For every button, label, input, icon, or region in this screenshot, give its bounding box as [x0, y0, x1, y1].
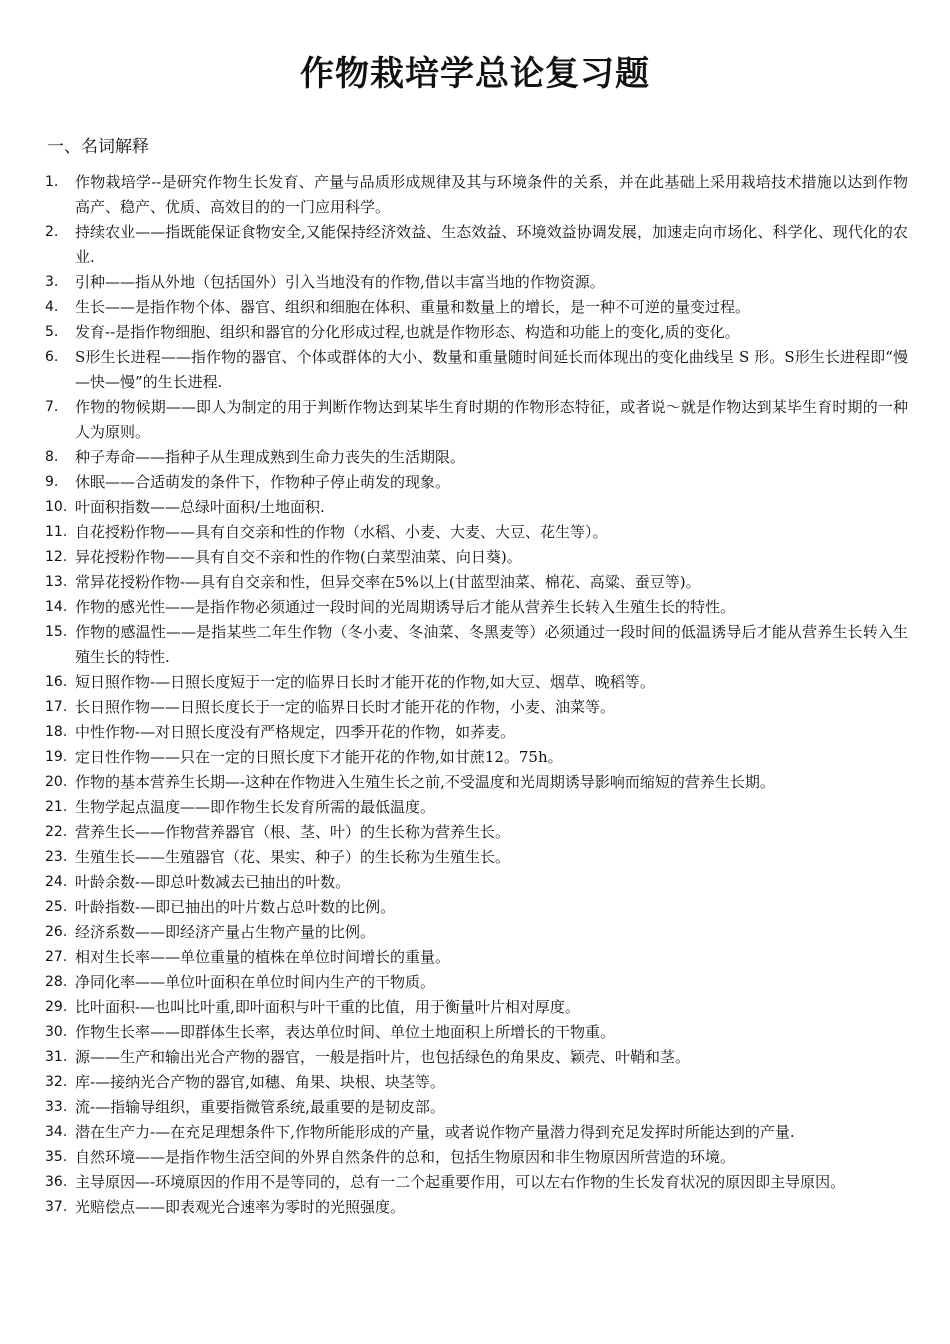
- list-item-text: 叶面积指数——总绿叶面积/土地面积.: [75, 498, 325, 516]
- list-item: [0, 745, 950, 770]
- list-item: [0, 270, 950, 295]
- list-item: [0, 770, 950, 795]
- list-item: [0, 995, 950, 1020]
- list-item-text: 源——生产和输出光合产物的器官，一般是指叶片，也包括绿色的角果皮、颖壳、叶鞘和茎。: [75, 1048, 691, 1066]
- list-item-number: 36.: [45, 1174, 68, 1190]
- list-item: [0, 620, 950, 670]
- list-item-text: 相对生长率——单位重量的植株在单位时间增长的重量。: [75, 948, 451, 966]
- list-item-text: 作物栽培学--是研究作物生长发育、产量与品质形成规律及其与环境条件的关系，并在此基础上采用栽培技术措施以达到作物高产、稳产、优质、高效目的的一门应用科学。: [75, 173, 908, 216]
- list-item: [0, 820, 950, 845]
- list-item-text: 发育--是指作物细胞、组织和器官的分化形成过程,也就是作物形态、构造和功能上的变化,质的变化。: [75, 323, 740, 341]
- list-item: [0, 895, 950, 920]
- list-item-text: 定日性作物——只在一定的日照长度下才能开花的作物,如甘蔗12。75h。: [75, 748, 563, 766]
- list-item-number: 1.: [45, 174, 59, 190]
- list-item-number: 27.: [45, 949, 68, 965]
- list-item-number: 28.: [45, 974, 68, 990]
- list-item-number: 9.: [45, 474, 59, 490]
- list-item: [0, 295, 950, 320]
- list-item-text: 作物的感温性——是指某些二年生作物（冬小麦、冬油菜、冬黑麦等）必须通过一段时间的低温诱导后才能从营养生长转入生殖生长的特性.: [75, 623, 908, 666]
- list-item-number: 31.: [45, 1049, 68, 1065]
- list-item-number: 2.: [45, 224, 59, 240]
- list-item-text: 叶龄余数-—即总叶数减去已抽出的叶数。: [75, 873, 351, 891]
- list-item: [0, 1095, 950, 1120]
- list-item-number: 26.: [45, 924, 68, 940]
- list-item-text: 常异花授粉作物-—具有自交亲和性，但异交率在5%以上(甘蓝型油菜、棉花、高粱、蚕豆等)。: [75, 573, 701, 591]
- list-item-number: 19.: [45, 749, 68, 765]
- list-item-text: 光赔偿点——即表观光合速率为零时的光照强度。: [75, 1198, 406, 1216]
- document-title: 作物栽培学总论复习题: [300, 54, 650, 94]
- list-item-number: 25.: [45, 899, 68, 915]
- list-item-number: 3.: [45, 274, 59, 290]
- list-item-text: 净同化率——单位叶面积在单位时间内生产的干物质。: [75, 973, 436, 991]
- section-heading: 一、名词解释: [47, 137, 149, 157]
- list-item: [0, 1170, 950, 1195]
- list-item-number: 33.: [45, 1099, 68, 1115]
- list-item-text: 短日照作物-—日照长度短于一定的临界日长时才能开花的作物,如大豆、烟草、晚稻等。: [75, 673, 655, 691]
- list-item: [0, 1045, 950, 1070]
- list-item-number: 30.: [45, 1024, 68, 1040]
- list-item-text: 中性作物-—对日照长度没有严格规定，四季开花的作物，如荞麦。: [75, 723, 516, 741]
- list-item-text: 生物学起点温度——即作物生长发育所需的最低温度。: [75, 798, 436, 816]
- list-item: [0, 595, 950, 620]
- list-item-text: 生长——是指作物个体、器官、组织和细胞在体积、重量和数量上的增长，是一种不可逆的量变过程。: [75, 298, 751, 316]
- list-item-text: 自然环境——是指作物生活空间的外界自然条件的总和，包括生物原因和非生物原因所营造的环境。: [75, 1148, 736, 1166]
- list-item: [0, 920, 950, 945]
- list-item-number: 7.: [45, 399, 59, 415]
- list-item-number: 24.: [45, 874, 68, 890]
- list-item: [0, 1195, 950, 1220]
- list-item-number: 32.: [45, 1074, 68, 1090]
- list-item-number: 23.: [45, 849, 68, 865]
- list-item-number: 11.: [45, 524, 68, 540]
- list-item: [0, 395, 950, 445]
- term-list: [0, 170, 950, 1220]
- list-item: [0, 1145, 950, 1170]
- list-item: [0, 320, 950, 345]
- list-item: [0, 670, 950, 695]
- list-item: [0, 470, 950, 495]
- list-item: [0, 720, 950, 745]
- list-item-number: 18.: [45, 724, 68, 740]
- list-item: [0, 345, 950, 395]
- list-item: [0, 1070, 950, 1095]
- list-item: [0, 795, 950, 820]
- list-item: [0, 520, 950, 545]
- list-item: [0, 570, 950, 595]
- list-item-text: 生殖生长——生殖器官（花、果实、种子）的生长称为生殖生长。: [75, 848, 511, 866]
- list-item-text: 作物的物候期——即人为制定的用于判断作物达到某毕生育时期的作物形态特征，或者说～就是作物达到某毕生育时期的一种人为原则。: [75, 398, 908, 441]
- list-item: [0, 170, 950, 220]
- list-item-text: 休眠——合适萌发的条件下，作物种子停止萌发的现象。: [75, 473, 451, 491]
- list-item-text: 作物生长率——即群体生长率，表达单位时间、单位土地面积上所增长的干物重。: [75, 1023, 616, 1041]
- list-item-number: 29.: [45, 999, 68, 1015]
- list-item-text: 种子寿命——指种子从生理成熟到生命力丧失的生活期限。: [75, 448, 466, 466]
- list-item: [0, 945, 950, 970]
- list-item-text: 持续农业——指既能保证食物安全,又能保持经济效益、生态效益、环境效益协调发展，加速走向市场化、科学化、现代化的农业.: [75, 223, 908, 266]
- list-item: [0, 1120, 950, 1145]
- list-item-text: 异花授粉作物——具有自交不亲和性的作物(白菜型油菜、向日葵)。: [75, 548, 522, 566]
- list-item: [0, 545, 950, 570]
- list-item-text: 流-—指输导组织，重要指微管系统,最重要的是韧皮部。: [75, 1098, 445, 1116]
- list-item-number: 5.: [45, 324, 59, 340]
- list-item-number: 21.: [45, 799, 68, 815]
- list-item: [0, 495, 950, 520]
- list-item-text: 比叶面积-—也叫比叶重,即叶面积与叶干重的比值，用于衡量叶片相对厚度。: [75, 998, 580, 1016]
- list-item-number: 35.: [45, 1149, 68, 1165]
- list-item-number: 34.: [45, 1124, 68, 1140]
- list-item-number: 14.: [45, 599, 68, 615]
- list-item-number: 20.: [45, 774, 68, 790]
- list-item-text: 主导原因—-环境原因的作用不是等同的，总有一二个起重要作用，可以左右作物的生长发育状况的原因即主导原因。: [75, 1173, 846, 1191]
- list-item-number: 16.: [45, 674, 68, 690]
- list-item: [0, 1020, 950, 1045]
- list-item-text: 营养生长——作物营养器官（根、茎、叶）的生长称为营养生长。: [75, 823, 511, 841]
- list-item-text: 长日照作物——日照长度长于一定的临界日长时才能开花的作物，小麦、油菜等。: [75, 698, 616, 716]
- list-item-text: 经济系数——即经济产量占生物产量的比例。: [75, 923, 376, 941]
- list-item-text: S形生长进程——指作物的器官、个体或群体的大小、数量和重量随时间延长而体现出的变化曲线呈 S 形。S形生长进程即“慢—快—慢”的生长进程.: [75, 348, 908, 391]
- list-item-number: 10.: [45, 499, 68, 515]
- list-item-number: 13.: [45, 574, 68, 590]
- list-item: [0, 695, 950, 720]
- list-item-number: 8.: [45, 449, 59, 465]
- list-item-text: 引种——指从外地（包括国外）引入当地没有的作物,借以丰富当地的作物资源。: [75, 273, 605, 291]
- list-item-number: 22.: [45, 824, 68, 840]
- list-item: [0, 220, 950, 270]
- list-item-text: 库-—接纳光合产物的器官,如穗、角果、块根、块茎等。: [75, 1073, 445, 1091]
- list-item-number: 6.: [45, 349, 59, 365]
- list-item-number: 12.: [45, 549, 68, 565]
- list-item-text: 潜在生产力-—在充足理想条件下,作物所能形成的产量，或者说作物产量潜力得到充足发挥时所能达到的产量.: [75, 1123, 795, 1141]
- list-item-number: 17.: [45, 699, 68, 715]
- list-item-number: 15.: [45, 624, 68, 640]
- list-item-text: 叶龄指数-—即已抽出的叶片数占总叶数的比例。: [75, 898, 396, 916]
- list-item-number: 4.: [45, 299, 59, 315]
- list-item-number: 37.: [45, 1199, 68, 1215]
- list-item-text: 自花授粉作物——具有自交亲和性的作物（水稻、小麦、大麦、大豆、花生等）。: [75, 523, 608, 541]
- list-item-text: 作物的感光性——是指作物必须通过一段时间的光周期诱导后才能从营养生长转入生殖生长的特性。: [75, 598, 736, 616]
- list-item: [0, 970, 950, 995]
- list-item-text: 作物的基本营养生长期—-这种在作物进入生殖生长之前,不受温度和光周期诱导影响而缩短的营养生长期。: [75, 773, 775, 791]
- list-item: [0, 870, 950, 895]
- list-item: [0, 445, 950, 470]
- list-item: [0, 845, 950, 870]
